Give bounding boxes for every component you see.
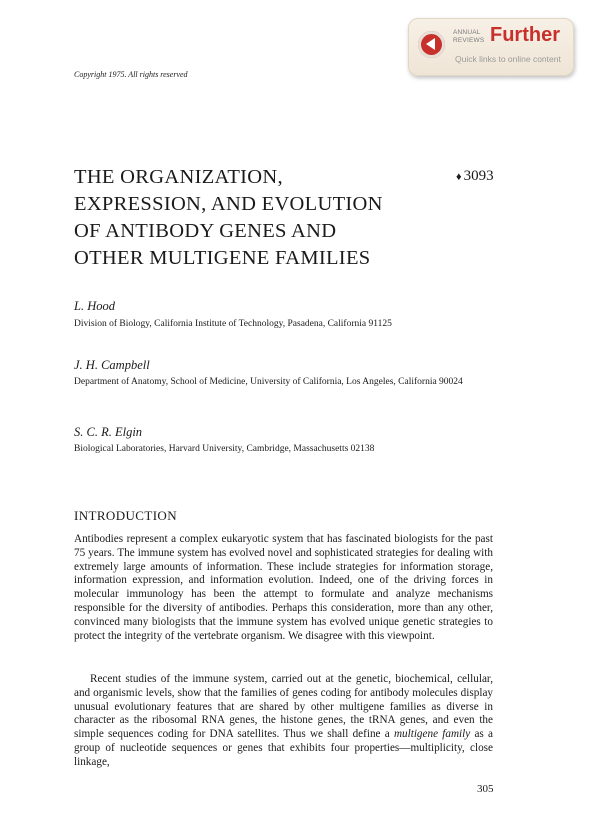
emphasized-term: multigene family xyxy=(393,728,471,741)
author-affiliation: Department of Anatomy, School of Medicine, University of California, Los Angeles, California 90024 xyxy=(74,377,463,387)
publisher-line-2: REVIEWS xyxy=(453,36,485,44)
copyright-notice: Copyright 1975. All rights reserved xyxy=(74,70,188,79)
paragraph-text: as a group of nucleotide sequences or genes that exhibits four properties—multiplicity, close linkage, xyxy=(74,728,493,768)
page-number: 305 xyxy=(477,783,494,795)
author-name: J. H. Campbell xyxy=(74,358,150,372)
further-badge[interactable] xyxy=(408,18,574,76)
further-subtitle: Quick links to online content xyxy=(455,54,561,64)
section-heading: INTRODUCTION xyxy=(74,508,178,523)
title-line: OF ANTIBODY GENES AND xyxy=(74,220,337,242)
paragraph-text: Recent studies of the immune system, carried out at the genetic, biochemical, cellular, and organismic levels, show that the families of genes coding for antibody molecules display unusual evolutionary features that are shared by other multigene families as diverse in character as the ribosomal RNA genes, the histone genes, the tRNA genes, and even the simple sequences coding for DNA satellites. Thus we shall define a xyxy=(74,673,493,741)
further-word[interactable]: Further xyxy=(490,24,560,46)
title-line: EXPRESSION, AND EVOLUTION xyxy=(74,193,383,215)
body-paragraph xyxy=(74,673,493,770)
publisher-line-1: ANNUAL xyxy=(453,29,481,36)
publisher-label xyxy=(453,29,484,44)
author-name: S. C. R. Elgin xyxy=(74,425,143,439)
article-code xyxy=(456,168,494,185)
author-name: L. Hood xyxy=(74,299,115,313)
article-title xyxy=(74,164,434,272)
diamond-icon: ♦ xyxy=(456,171,462,183)
title-line: OTHER MULTIGENE FAMILIES xyxy=(74,247,371,269)
back-arrow-icon[interactable] xyxy=(418,31,445,58)
title-line: THE ORGANIZATION, xyxy=(74,166,283,188)
author-affiliation: Biological Laboratories, Harvard University, Cambridge, Massachusetts 02138 xyxy=(74,444,375,454)
article-code-number: 3093 xyxy=(463,168,494,184)
body-paragraph: Antibodies represent a complex eukaryotic system that has fascinated biologists for the past 75 years. The immune system has evolved novel and sophisticated strategies for dealing with extremely large amounts of information. These include strategies for information storage, information expression, and information evolution. Indeed, one of the driving forces in molecular immunology has been the attempt to formulate and analyze mechanisms responsible for the diversity of antibodies. Perhaps this consideration, more than any other, convinced many biologists that the immune system has evolved unique genetic strategies to protect the integrity of the vertebrate organism. We disagree with this viewpoint. xyxy=(74,533,493,642)
author-affiliation: Division of Biology, California Institute of Technology, Pasadena, California 91125 xyxy=(74,319,392,329)
